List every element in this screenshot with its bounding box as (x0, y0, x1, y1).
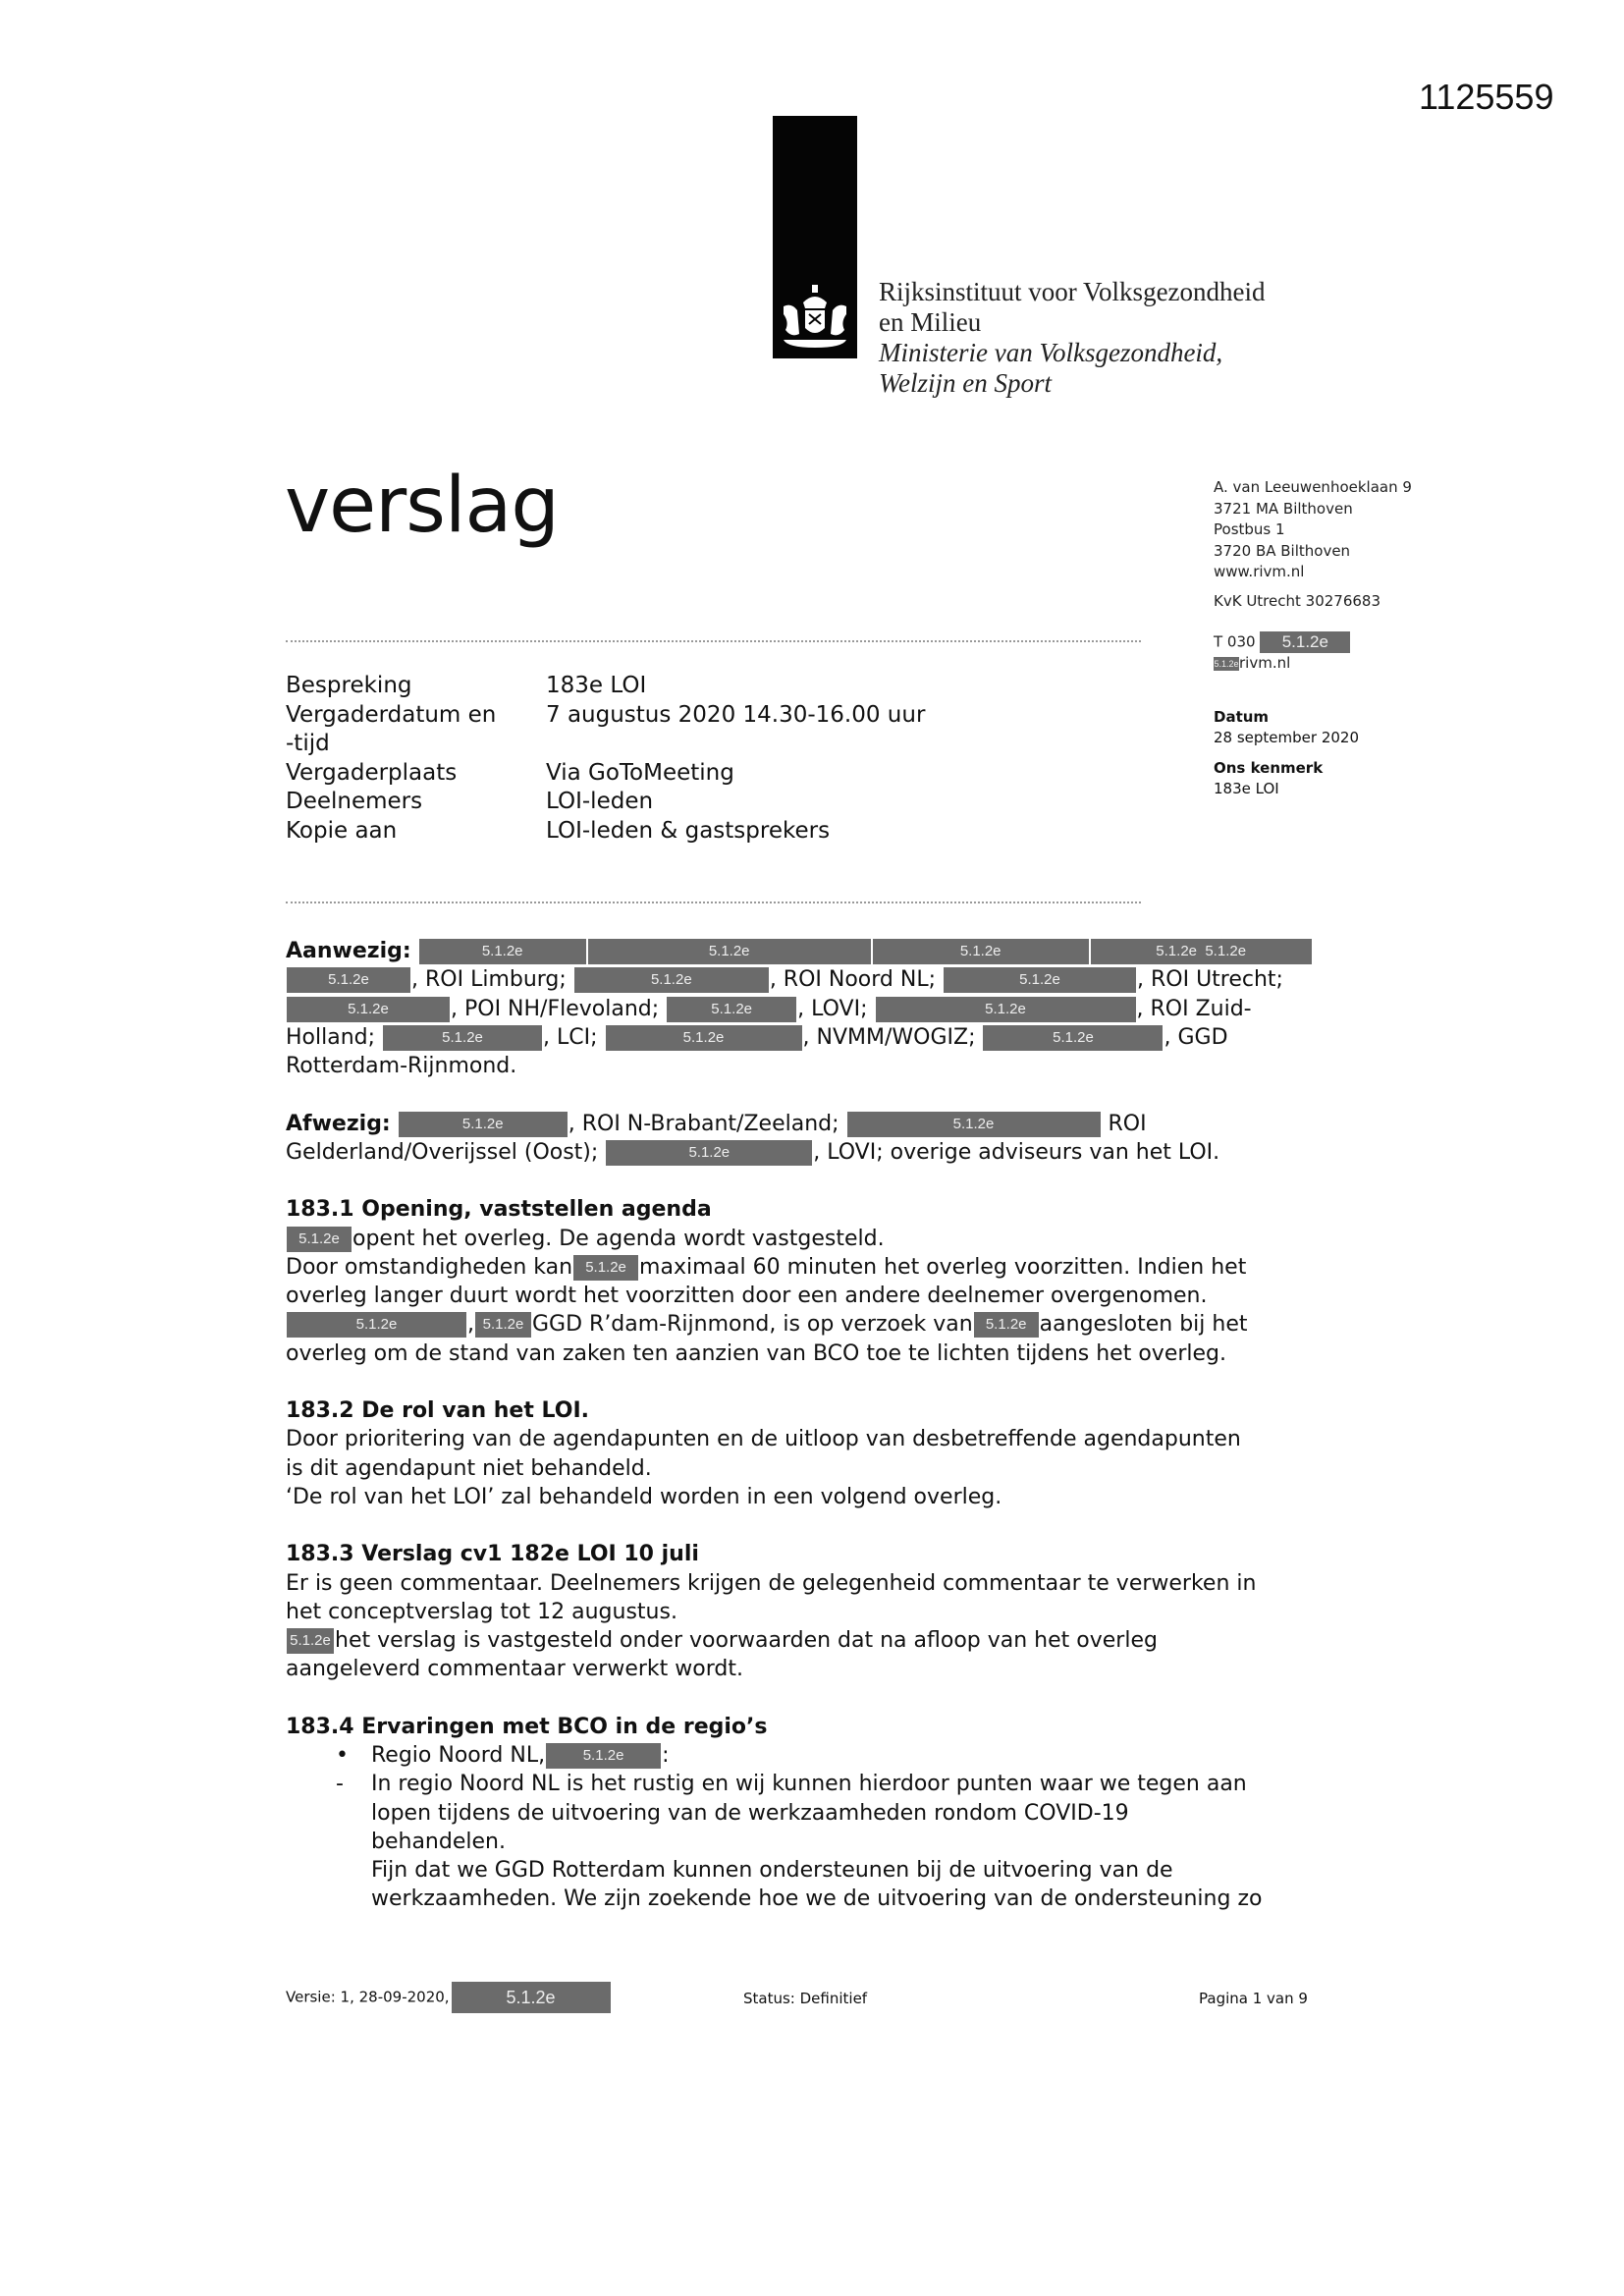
text-line (286, 1310, 1313, 1339)
text-segment: opent het overleg. De agenda wordt vastgesteld. (352, 1226, 885, 1251)
meta-row (286, 701, 925, 731)
text-segment: behandelen. (371, 1829, 506, 1854)
meta-row (286, 817, 925, 847)
text-segment: Regio Noord NL, (371, 1743, 546, 1768)
blank-line (286, 1167, 1313, 1195)
divider (286, 640, 1141, 642)
text-segment: ROI (1101, 1111, 1147, 1136)
redaction-box: 5.1.2e (847, 1112, 1101, 1137)
text-segment: GGD R’dam-Rijnmond, is op verzoek van (532, 1312, 973, 1338)
redaction-box: 5.1.2e (287, 1628, 334, 1654)
text-segment: maximaal 60 minuten het overleg voorzitten. Indien het (639, 1254, 1247, 1280)
label-bold: Afwezig: (286, 1111, 391, 1136)
text-line (286, 1282, 1313, 1310)
list-item-line (286, 1799, 1313, 1828)
redaction-box: 5.1.2e (419, 939, 586, 964)
divider (286, 902, 1141, 903)
text-line (286, 1339, 1313, 1368)
section-heading: 183.4 Ervaringen met BCO in de regio’s (286, 1714, 768, 1739)
address-postbus: Postbus 1 (1214, 520, 1285, 538)
phone-line (1214, 631, 1412, 653)
text-line (286, 1626, 1313, 1655)
meta-value: LOI-leden (546, 789, 654, 814)
text-segment: aangeleverd commentaar verwerkt wordt. (286, 1657, 743, 1682)
meta-label: Vergaderdatum en (286, 701, 497, 728)
footer-version: Versie: 1, 28-09-2020, (286, 1988, 450, 2006)
redaction-box: 5.1.2e (287, 967, 410, 993)
meta-row (286, 730, 925, 759)
meta-row (286, 788, 925, 817)
redaction-box: 5.1.2e (983, 1025, 1163, 1051)
date-label: Datum (1214, 708, 1270, 726)
text-line (286, 1598, 1313, 1626)
text-segment: Holland; (286, 1024, 383, 1050)
section-heading: 183.2 De rol van het LOI. (286, 1398, 589, 1423)
redaction-box: 5.1.2e (399, 1112, 568, 1137)
text-line (286, 937, 1313, 965)
organization-logo-text (879, 277, 1266, 399)
website-link[interactable]: www.rivm.nl (1214, 563, 1305, 580)
logo-line: Ministerie van Volksgezondheid, (879, 338, 1223, 367)
redaction-box: 5.1.2e (452, 1982, 611, 2013)
list-item-line (286, 1856, 1313, 1885)
address-city: 3720 BA Bilthoven (1214, 541, 1351, 560)
text-line (286, 1225, 1313, 1253)
document-number: 1125559 (1419, 77, 1554, 117)
phone-prefix: T 030 (1214, 632, 1256, 651)
logo-line: Welzijn en Sport (879, 368, 1053, 398)
text-segment (391, 1112, 398, 1136)
blank-line (286, 1511, 1313, 1540)
meta-row (286, 672, 925, 701)
text-line (286, 1110, 1313, 1138)
blank-line (286, 1684, 1313, 1713)
logo-line: en Milieu (879, 307, 982, 337)
text-line (286, 1052, 1313, 1080)
text-segment: Er is geen commentaar. Deelnemers krijgen de gelegenheid commentaar te verwerken in (286, 1570, 1257, 1596)
text-segment: , GGD (1164, 1024, 1228, 1050)
reference-block (1214, 707, 1359, 799)
list-item-line (286, 1828, 1313, 1856)
text-segment: , LOVI; (797, 996, 875, 1021)
email-domain: rivm.nl (1239, 654, 1291, 672)
list-item-line (286, 1741, 1313, 1770)
text-line (286, 1483, 1313, 1511)
text-line (286, 1023, 1313, 1052)
text-line (286, 1655, 1313, 1683)
minutes-body (286, 937, 1313, 1914)
dash-marker: - (336, 1772, 344, 1797)
logo-bar (773, 116, 857, 358)
text-segment: , LOVI; overige adviseurs van het LOI. (813, 1139, 1220, 1165)
text-line (286, 995, 1313, 1023)
redaction-box: 5.1.2e (574, 967, 769, 993)
text-line (286, 1138, 1313, 1167)
redaction-box: 5.1.2e (383, 1025, 542, 1051)
text-line (286, 1454, 1313, 1483)
address-street: A. van Leeuwenhoeklaan 9 (1214, 478, 1412, 496)
redaction-box: 5.1.2e (667, 997, 796, 1022)
meta-value: Via GoToMeeting (546, 759, 734, 786)
label-bold: Aanwezig: (286, 939, 411, 963)
text-segment: Door prioritering van de agendapunten en de uitloop van desbetreffende agendapunten (286, 1427, 1241, 1452)
redaction-box: 5.1.2e 5.1.2e (1091, 939, 1312, 964)
text-segment: lopen tijdens de uitvoering van de werkzaamheden rondom COVID-19 (371, 1800, 1129, 1826)
text-segment: In regio Noord NL is het rustig en wij kunnen hierdoor punten waar we tegen aan (371, 1772, 1247, 1797)
text-line (286, 1569, 1313, 1598)
redaction-box: 5.1.2e (588, 939, 871, 964)
text-segment: : (662, 1743, 670, 1768)
meta-label: -tijd (286, 731, 330, 756)
meta-value: LOI-leden & gastsprekers (546, 817, 831, 844)
text-segment: , ROI Noord NL; (769, 967, 943, 993)
kvk-number: KvK Utrecht 30276683 (1214, 591, 1380, 610)
meta-label: Vergaderplaats (286, 759, 458, 786)
section-heading: 183.3 Verslag cv1 182e LOI 10 juli (286, 1542, 699, 1567)
text-segment: het conceptverslag tot 12 augustus. (286, 1599, 677, 1624)
reference-value: 183e LOI (1214, 780, 1279, 797)
section-heading: 183.1 Opening, vaststellen agenda (286, 1197, 712, 1223)
meta-row (286, 759, 925, 789)
redaction-box: 5.1.2e (944, 967, 1136, 993)
text-segment: , ROI Utrecht; (1137, 967, 1283, 993)
logo-line: Rijksinstituut voor Volksgezondheid (879, 277, 1266, 306)
page-footer (286, 1982, 1366, 2013)
text-segment: overleg om de stand van zaken ten aanzien van BCO toe te lichten tijdens het overleg. (286, 1340, 1226, 1366)
royal-crest-icon (778, 285, 852, 354)
bullet-icon: • (336, 1743, 349, 1768)
text-segment: , ROI Zuid- (1136, 996, 1252, 1021)
redaction-box: 5.1.2e (606, 1025, 802, 1051)
meta-value: 7 augustus 2020 14.30-16.00 uur (546, 701, 926, 728)
document-title: verslag (285, 462, 559, 550)
email-line (1214, 653, 1412, 675)
text-segment: , (467, 1312, 474, 1338)
text-line (286, 1425, 1313, 1453)
redaction-box: 5.1.2e (873, 939, 1089, 964)
text-segment: overleg langer duurt wordt het voorzitten door een andere deelnemer overgenomen. (286, 1284, 1208, 1308)
text-segment: Gelderland/Overijssel (Oost); (286, 1139, 606, 1165)
address-block (1214, 477, 1412, 675)
redaction-box: 5.1.2e (1214, 658, 1239, 669)
text-segment: , LCI; (543, 1024, 605, 1050)
meta-label: Deelnemers (286, 789, 423, 814)
text-line (286, 1253, 1313, 1282)
text-segment: ‘De rol van het LOI’ zal behandeld worden in een volgend overleg. (286, 1484, 1002, 1509)
text-segment: het verslag is vastgesteld onder voorwaarden dat na afloop van het overleg (335, 1628, 1158, 1653)
redaction-box: 5.1.2e (287, 997, 450, 1022)
address-city: 3721 MA Bilthoven (1214, 499, 1353, 518)
text-line (286, 965, 1313, 994)
date-value: 28 september 2020 (1214, 729, 1360, 746)
meta-label: Bespreking (286, 673, 412, 698)
list-item-line (286, 1885, 1313, 1913)
meeting-details (286, 672, 925, 846)
text-segment: , ROI Limburg; (411, 967, 573, 993)
text-segment: Rotterdam-Rijnmond. (286, 1054, 517, 1078)
text-segment: werkzaamheden. We zijn zoekende hoe we de uitvoering van de ondersteuning zo (371, 1886, 1263, 1912)
text-segment (411, 939, 418, 963)
meta-label: Kopie aan (286, 817, 398, 844)
redaction-box: 5.1.2e (974, 1312, 1039, 1338)
redaction-box: 5.1.2e (287, 1312, 466, 1338)
text-segment: Fijn dat we GGD Rotterdam kunnen ondersteunen bij de uitvoering van de (371, 1858, 1173, 1883)
text-segment: aangesloten bij het (1039, 1312, 1248, 1338)
footer-status: Status: Definitief (743, 1990, 868, 2007)
redaction-box: 5.1.2e (546, 1743, 661, 1769)
reference-label: Ons kenmerk (1214, 759, 1324, 777)
redaction-box: 5.1.2e (573, 1255, 638, 1281)
blank-line (286, 1368, 1313, 1396)
blank-line (286, 1080, 1313, 1109)
meta-value: 183e LOI (546, 673, 647, 698)
text-segment: Door omstandigheden kan (286, 1254, 573, 1280)
redaction-box: 5.1.2e (287, 1227, 352, 1252)
text-segment: , ROI N-Brabant/Zeeland; (568, 1111, 846, 1136)
redaction-box: 5.1.2e (1260, 631, 1350, 653)
text-segment: , POI NH/Flevoland; (451, 996, 667, 1021)
footer-page-number: Pagina 1 van 9 (1199, 1990, 1308, 2007)
text-segment: , NVMM/WOGIZ; (802, 1024, 983, 1050)
list-item-line (286, 1770, 1313, 1798)
redaction-box: 5.1.2e (876, 997, 1136, 1022)
redaction-box: 5.1.2e (606, 1140, 812, 1166)
redaction-box: 5.1.2e (475, 1312, 531, 1338)
text-segment: is dit agendapunt niet behandeld. (286, 1455, 652, 1481)
